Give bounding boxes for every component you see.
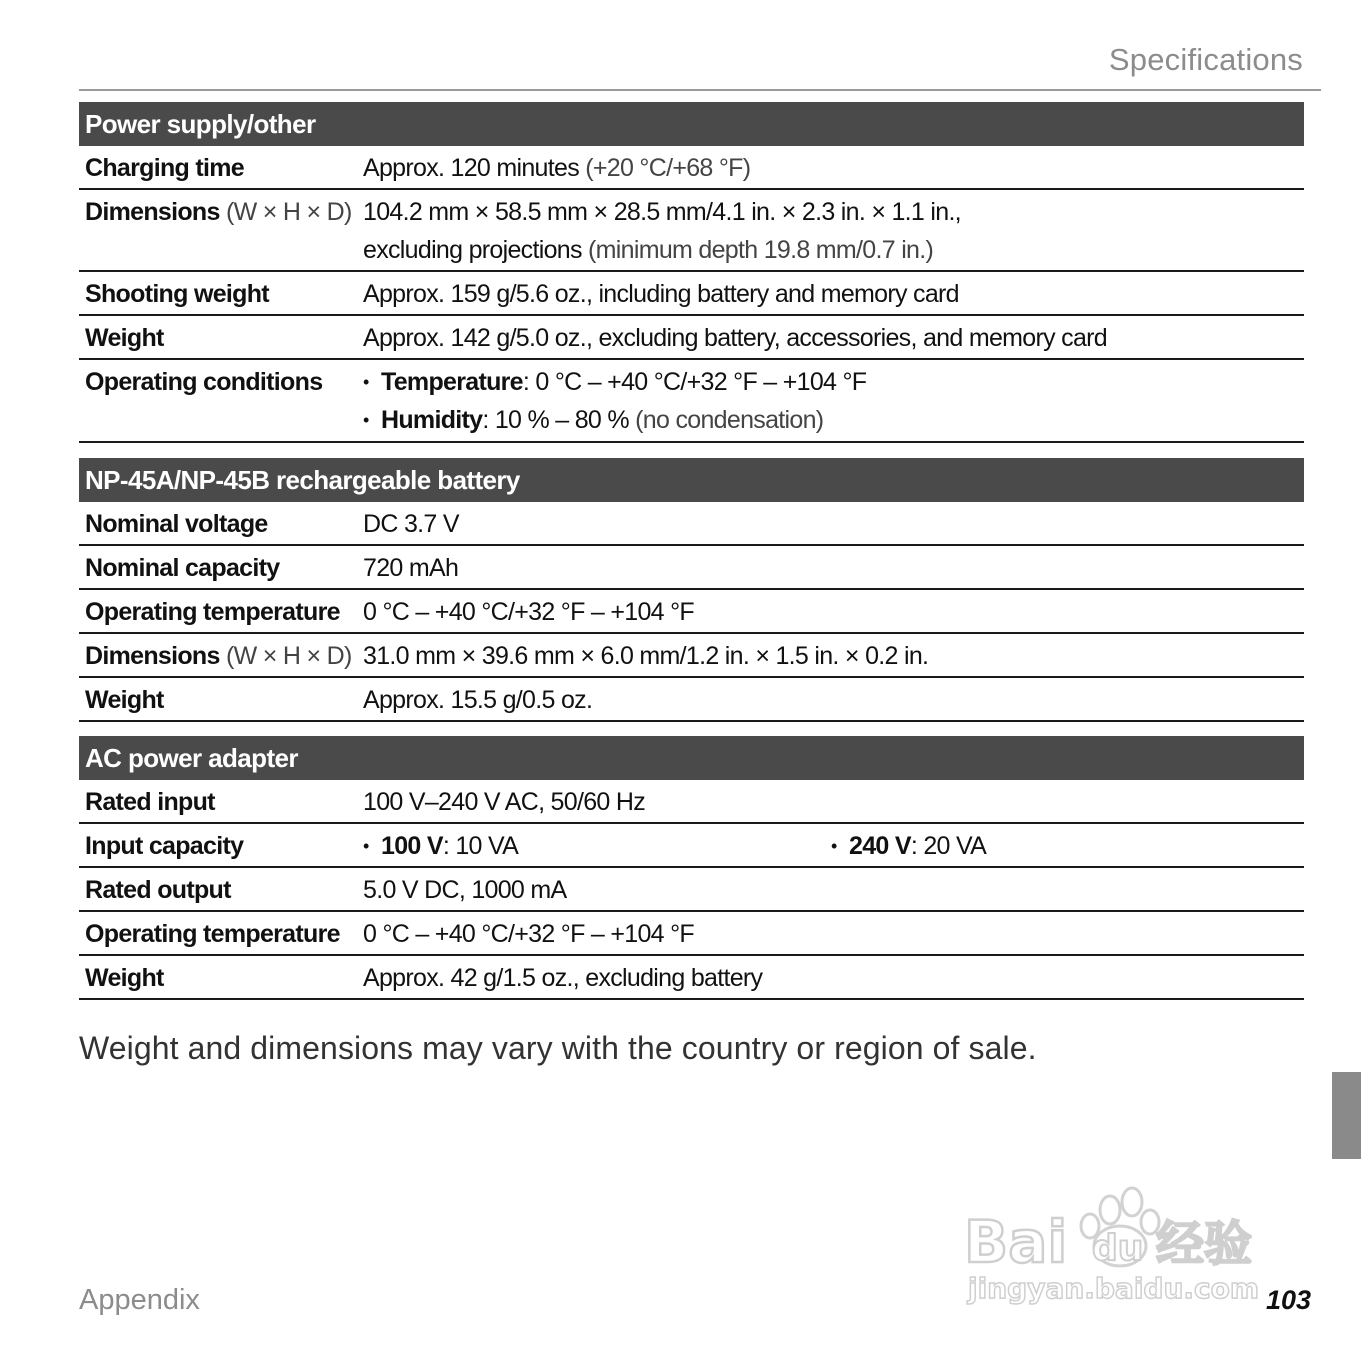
spec-label — [79, 190, 363, 270]
spec-row-operating-conditions — [79, 360, 1304, 443]
bullet-label: Temperature — [381, 368, 523, 396]
spec-value: 0 °C – +40 °C/+32 °F – +104 °F — [363, 920, 694, 948]
spec-table-ac-adapter — [79, 736, 1304, 1000]
spec-value: Approx. 159 g/5.6 oz., including battery and memory card — [363, 280, 959, 308]
spec-row-weight — [79, 316, 1304, 360]
spec-value: DC 3.7 V — [363, 510, 459, 538]
spec-value: 0 °C – +40 °C/+32 °F – +104 °F — [363, 598, 694, 626]
spec-label: Weight — [85, 964, 164, 992]
paw-logo-icon — [960, 1160, 1280, 1310]
bullet-item-temperature — [363, 363, 1304, 401]
svg-text:Bai: Bai — [964, 1208, 1068, 1276]
spec-value: Approx. 42 g/1.5 oz., excluding battery — [363, 964, 763, 992]
bullet-value: : 20 VA — [910, 832, 987, 860]
spec-label: Operating temperature — [85, 598, 340, 626]
spec-row-weight — [79, 956, 1304, 1000]
spec-row-dimensions — [79, 634, 1304, 678]
spec-value: Approx. 15.5 g/0.5 oz. — [363, 686, 593, 714]
spec-label: Nominal capacity — [85, 554, 280, 582]
spec-label: Shooting weight — [85, 280, 269, 308]
bullet-icon: • — [363, 372, 369, 392]
page-header-title: Specifications — [1108, 42, 1303, 77]
spec-row-dimensions — [79, 190, 1304, 272]
spec-value — [363, 146, 1304, 188]
spec-row-weight — [79, 678, 1304, 722]
spec-value-text: Approx. 120 minutes — [363, 154, 579, 182]
svg-text:经验: 经验 — [1156, 1216, 1253, 1272]
chapter-tab-marker — [1332, 1072, 1361, 1159]
bullet-label: Humidity — [381, 406, 483, 434]
bullet-icon: • — [363, 410, 369, 430]
svg-text:du: du — [1092, 1228, 1144, 1269]
spec-label: Charging time — [85, 154, 244, 182]
svg-text:jingyan.baidu.com: jingyan.baidu.com — [968, 1272, 1260, 1305]
spec-row-input-capacity — [79, 824, 1304, 868]
spec-value — [363, 360, 1304, 441]
section-heading: NP-45A/NP-45B rechargeable battery — [79, 458, 1304, 502]
header-divider — [79, 89, 1321, 91]
bullet-note: (no condensation) — [635, 406, 824, 434]
spec-row-rated-output — [79, 868, 1304, 912]
spec-value — [363, 824, 1304, 866]
spec-label-text: Dimensions — [85, 198, 220, 226]
spec-value: 31.0 mm × 39.6 mm × 6.0 mm/1.2 in. × 1.5 in. × 0.2 in. — [363, 642, 929, 670]
spec-table-power-supply — [79, 102, 1304, 443]
bullet-value: : 0 °C – +40 °C/+32 °F – +104 °F — [522, 368, 867, 396]
spec-row-operating-temperature — [79, 590, 1304, 634]
spec-value-note: (+20 °C/+68 °F) — [585, 154, 751, 182]
spec-label: Operating temperature — [85, 920, 340, 948]
section-heading: AC power adapter — [79, 736, 1304, 780]
footer-section-label: Appendix — [79, 1284, 200, 1316]
spec-label: Operating conditions — [85, 368, 323, 396]
spec-value — [363, 190, 1304, 270]
bullet-label: 100 V — [381, 832, 443, 860]
spec-label-sub: (W × H × D) — [225, 642, 352, 670]
bullet-item-240v — [831, 827, 1299, 863]
spec-label: Weight — [85, 686, 164, 714]
spec-label: Weight — [85, 324, 164, 352]
spec-label: Rated input — [85, 788, 215, 816]
footnote: Weight and dimensions may vary with the country or region of sale. — [79, 1030, 1037, 1066]
bullet-item-100v — [363, 827, 831, 863]
spec-value: 5.0 V DC, 1000 mA — [363, 876, 567, 904]
spec-value-text: excluding projections — [363, 236, 582, 264]
spec-value-line: 104.2 mm × 58.5 mm × 28.5 mm/4.1 in. × 2.3 in. × 1.1 in., — [363, 198, 961, 226]
spec-label-sub: (W × H × D) — [225, 198, 352, 226]
bullet-value: : 10 % – 80 % — [482, 406, 629, 434]
spec-row-nominal-voltage — [79, 502, 1304, 546]
spec-value: Approx. 142 g/5.0 oz., excluding battery, accessories, and memory card — [363, 324, 1107, 352]
spec-label: Input capacity — [85, 832, 244, 860]
spec-label: Rated output — [85, 876, 231, 904]
bullet-icon: • — [363, 836, 369, 856]
spec-value-line — [363, 231, 1304, 269]
spec-label — [79, 634, 363, 676]
spec-value: 720 mAh — [363, 554, 459, 582]
spec-table-battery — [79, 458, 1304, 722]
section-heading: Power supply/other — [79, 102, 1304, 146]
spec-value: 100 V–240 V AC, 50/60 Hz — [363, 788, 646, 816]
spec-row-rated-input — [79, 780, 1304, 824]
bullet-label: 240 V — [849, 832, 911, 860]
spec-row-nominal-capacity — [79, 546, 1304, 590]
spec-row-operating-temperature — [79, 912, 1304, 956]
bullet-icon: • — [831, 836, 837, 856]
spec-value-note: (minimum depth 19.8 mm/0.7 in.) — [588, 236, 934, 264]
spec-row-shooting-weight — [79, 272, 1304, 316]
spec-label: Nominal voltage — [85, 510, 268, 538]
bullet-value: : 10 VA — [442, 832, 519, 860]
spec-label-text: Dimensions — [85, 642, 220, 670]
bullet-item-humidity — [363, 401, 1304, 439]
baidu-watermark — [960, 1160, 1280, 1310]
page-number: 103 — [1265, 1285, 1311, 1315]
spec-row-charging-time — [79, 146, 1304, 190]
